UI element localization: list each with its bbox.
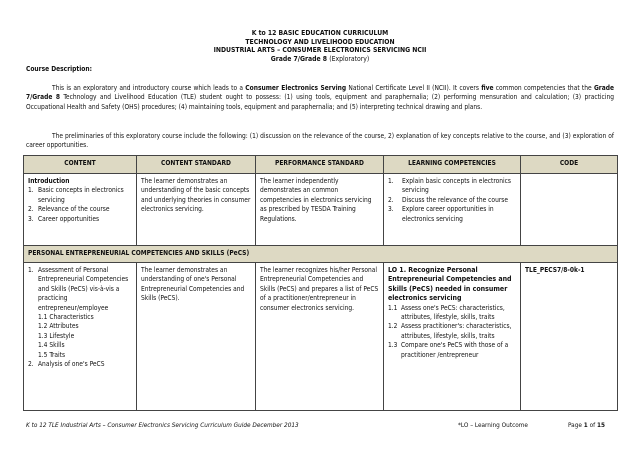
- title-line-3: INDUSTRIAL ARTS – CONSUMER ELECTRONICS SERVICING NCII: [213, 46, 427, 55]
- p1-bold: five: [481, 84, 494, 92]
- title-line-1: K to 12 BASIC EDUCATION CURRICULUM: [251, 29, 389, 37]
- header-learning-competencies: LEARNING COMPETENCIES: [384, 156, 521, 174]
- list-item: 2. Analysis of one's PeCS: [28, 360, 105, 369]
- table-header-row: [24, 156, 618, 174]
- page-number: Page 1 of 15: [568, 421, 605, 429]
- list-item: 1.3 Compare one's PeCS with those of a practitioner /entrepreneur: [388, 341, 509, 359]
- pecs-competencies: [384, 263, 521, 411]
- list-item: 1. Explain basic concepts in electronics servicing: [388, 177, 512, 195]
- sub-item: 1.4 Skills: [38, 341, 65, 350]
- pecs-performance-standard: The learner recognizes his/her Personal Entrepreneurial Competencies and Skills (PeCS) and prepares a list of PeCS of a practitioner/entrepreneur in consumer electronics servicing.: [256, 263, 384, 411]
- footer-note: *LO – Learning Outcome: [458, 421, 528, 429]
- pecs-code: [521, 263, 618, 411]
- list-item: 3. Career opportunities: [28, 214, 100, 223]
- list-item: 1.1 Assess one's PeCS: characteristics, attributes, lifestyle, skills, traits: [388, 303, 505, 322]
- course-description-paragraph-2: [26, 132, 614, 151]
- course-description-label: Course Description:: [26, 65, 92, 73]
- header-content: CONTENT: [24, 156, 137, 174]
- footer-title: K to 12 TLE Industrial Arts – Consumer Electronics Servicing Curriculum Guide December 2013: [26, 421, 299, 429]
- header-content-standard: CONTENT STANDARD: [137, 156, 256, 174]
- pecs-content: [24, 263, 137, 411]
- lo-title: LO 1. Recognize Personal Entrepreneurial Competencies and Skills (PeCS) needed in consumer electronics servicing: [388, 266, 512, 303]
- intro-content-standard: The learner demonstrates an understanding of the basic concepts and underlying theories in consumer electronics servicing.: [137, 174, 256, 246]
- section-heading: PERSONAL ENTREPRENEURIAL COMPETENCIES AND SKILLS (PeCS): [24, 246, 618, 263]
- p1-bold: Grade 7/Grade 8: [26, 84, 615, 102]
- grade: Grade 7/Grade 8: [270, 54, 328, 63]
- intro-performance-standard: The learner independently demonstrates an common competencies in electronics servicing as prescribed by TESDA Training Regulations.: [256, 174, 384, 246]
- list-item: 2. Discuss the relevance of the course: [388, 195, 509, 204]
- title-grade: [0, 55, 640, 64]
- list-item: 1. Assessment of Personal Entrepreneurial Competencies and Skills (PeCS) vis-à-vis a practicing entrepreneur/employee 1.1 Characteristics 1.2 Attributes 1.3 Lifestyle 1.4 Skills 1.5 Traits: [28, 266, 132, 360]
- list-item: 1.2 Assess practitioner's: characteristics, attributes, lifestyle, skills, traits: [388, 322, 512, 340]
- intro-content: [24, 174, 137, 246]
- section-row: [24, 246, 618, 263]
- p1-text: common competencies that the: [493, 84, 594, 92]
- table-row: [24, 174, 618, 246]
- sub-item: 1.1 Characteristics: [38, 313, 94, 322]
- p1-text: This is an exploratory and introductory course which leads to a: [52, 84, 246, 92]
- intro-competencies: [384, 174, 521, 246]
- p1-text: Technology and Livelihood Education (TLE) student ought to possess: (1) using tools, equipment and paraphernalia; (2) performing mensuration and calculation; (3) practicing Occupational Health and Safety (OHS) procedures; (4) maintaining tools, equipment and paraphernalia; and (5) interpreting technical drawing and plans.: [26, 93, 614, 111]
- pecs-content-standard: The learner demonstrates an understanding of one's Personal Entrepreneurial Competencies and Skills (PeCS).: [137, 263, 256, 411]
- curriculum-table: [23, 155, 618, 411]
- p1-bold: Consumer Electronics Serving: [245, 84, 347, 92]
- code-value: TLE_PECS7/8-0k-1: [525, 266, 585, 274]
- table-row: [24, 263, 618, 411]
- intro-code: [521, 174, 618, 246]
- sub-item: 1.2 Attributes: [38, 322, 79, 331]
- p1-text: National Certificate Level II (NCII). It covers: [346, 84, 482, 92]
- list-item: 2. Relevance of the course: [28, 205, 110, 214]
- p2-text: The preliminaries of this exploratory course include the following: (1) discussion on the relevance of the course, 2) explanation of key concepts relative to the course, and (3) exploration of career opportunities.: [26, 132, 614, 150]
- intro-title: Introduction: [28, 177, 70, 185]
- sub-item: 1.3 Lifestyle: [38, 331, 75, 340]
- list-item: 3. Explore career opportunities in electronics servicing: [388, 205, 494, 223]
- list-item: 1. Basic concepts in electronics servicing: [28, 186, 124, 204]
- course-description-paragraph-1: [26, 84, 614, 112]
- header-performance-standard: PERFORMANCE STANDARD: [256, 156, 384, 174]
- grade-note: (Exploratory): [329, 54, 370, 63]
- document-title: [0, 29, 640, 63]
- sub-item: 1.5 Traits: [38, 350, 66, 359]
- header-code: CODE: [521, 156, 618, 174]
- title-line-2: TECHNOLOGY AND LIVELIHOOD EDUCATION: [245, 37, 395, 46]
